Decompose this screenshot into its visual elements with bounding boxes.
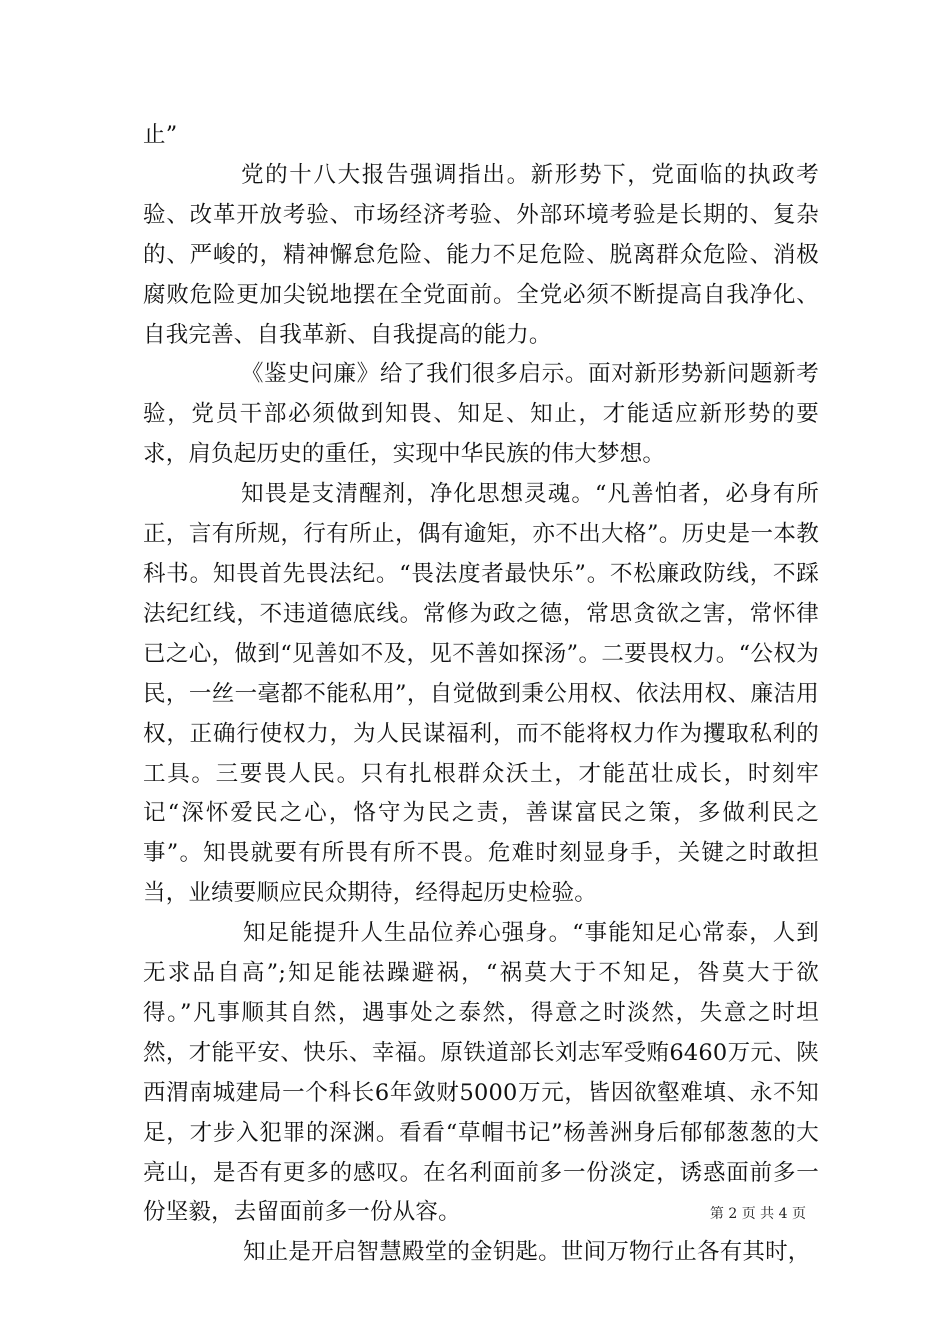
paragraph-party-congress: 党的十八大报告强调指出。新形势下，党面临的执政考验、改革开放考验、市场经济考验、外部环境考验是长期的、复杂的、严峻的，精神懈怠危险、能力不足危险、脱离群众危险、消极腐败危险更加尖锐地摆在全党面前。全党必须不断提高自我净化、自我完善、自我革新、自我提高的能力。 (143, 161, 819, 348)
paragraph-know-stop: 知止是开启智慧殿堂的金钥匙。世间万物行止各有其时， (243, 1239, 811, 1266)
page-number: 第 2 页 共 4 页 (709, 1206, 806, 1222)
paragraph-know-fear: 知畏是支清醒剂，净化思想灵魂。“凡善怕者，必身有所正，言有所规，行有所止，偶有逾矩，亦不出大格”。历史是一本教科书。知畏首先畏法纪。“畏法度者最快乐”。不松廉政防线，不踩法纪红线，不违道德底线。常修为政之德，常思贪欲之害，常怀律已之心，做到“见善如不及，见不善如探汤”。二要畏权力。“公权为民，一丝一毫都不能私用”，自觉做到秉公用权、依法用权、廉洁用权，正确行使权力，为人民谋福利，而不能将权力作为攫取私利的工具。三要畏人民。只有扎根群众沃土，才能茁壮成长，时刻牢记“深怀爱民之心，恪守为民之责，善谋富民之策，多做利民之事”。知畏就要有所畏有所不畏。危难时刻显身手，关键之时敢担当，业绩要顺应民众期待，经得起历史检验。 (143, 481, 819, 907)
paragraph-continuation: 止” (143, 122, 178, 148)
document-body (143, 116, 819, 1273)
paragraph-know-contentment: 知足能提升人生品位养心强身。“事能知足心常泰，人到无求品自高”;知足能祛躁避祸，“祸莫大于不知足，咎莫大于欲得。”凡事顺其自然，遇事处之泰然，得意之时淡然，失意之时坦然，才能平安、快乐、幸福。原铁道部长刘志军受贿6460万元、陕西渭南城建局一个科长6年敛财5000万元，皆因欲壑难填、永不知足，才步入犯罪的深渊。看看“草帽书记”杨善洲身后郁郁葱葱的大亮山，是否有更多的感叹。在名利面前多一份淡定，诱惑面前多一份坚毅，去留面前多一份从容。 (143, 920, 819, 1226)
paragraph-history-lessons: 《鉴史问廉》给了我们很多启示。面对新形势新问题新考验，党员干部必须做到知畏、知足、知止，才能适应新形势的要求，肩负起历史的重任，实现中华民族的伟大梦想。 (143, 361, 819, 468)
